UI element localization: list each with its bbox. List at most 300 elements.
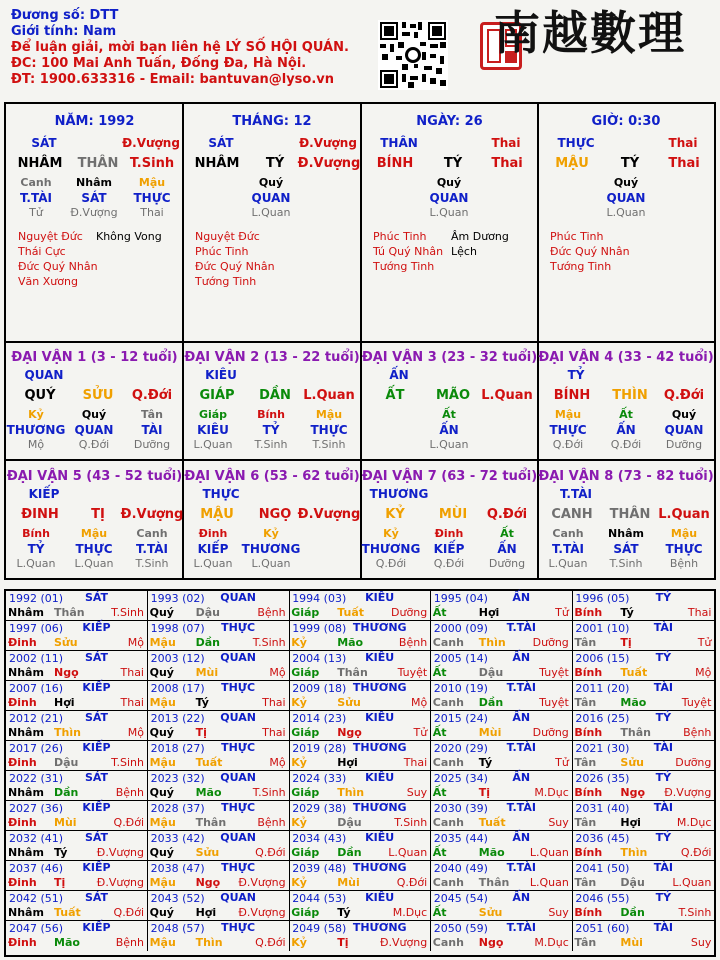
truong-sinh-sub: T.Sinh — [254, 438, 288, 451]
thap-than-label: TÀI — [653, 741, 674, 754]
year-chi: Tị — [54, 876, 66, 889]
year-cell — [289, 831, 431, 861]
year-truong-sinh: Q.Đới — [255, 846, 286, 859]
thap-than: TÀI — [141, 423, 163, 437]
year-cell — [289, 591, 431, 621]
truong-sinh: Đ.Vượng — [297, 507, 361, 522]
year-cell — [572, 591, 714, 621]
year-truong-sinh: Tử — [555, 606, 569, 619]
truong-sinh-sub: L.Quan — [429, 438, 469, 451]
year-truong-sinh: Mộ — [410, 696, 428, 709]
truong-sinh-top: Đ.Vượng — [299, 136, 357, 150]
thien-can: KỶ — [385, 507, 405, 522]
address: ĐC: 100 Mai Anh Tuấn, Đống Đa, Hà Nội. — [11, 56, 307, 71]
year-truong-sinh: L.Quan — [529, 846, 569, 859]
year-can: Canh — [432, 816, 464, 829]
thap-than-top: SÁT — [31, 136, 57, 150]
cell-line — [183, 206, 361, 221]
contact-note: Để luận giải, mời bạn liên hệ LÝ SỐ HỘI QUÁN. — [11, 40, 349, 55]
truong-sinh-sub: Dưỡng — [133, 438, 171, 451]
year-chi: Dậu — [54, 756, 79, 769]
cell-line — [6, 487, 183, 502]
truong-sinh: L.Quan — [658, 507, 710, 522]
year-can: Quý — [149, 666, 174, 679]
year-chi: Ngọ — [54, 666, 79, 679]
year-cell — [6, 651, 148, 681]
year-cell — [289, 651, 431, 681]
year-can: Đinh — [8, 696, 37, 709]
truong-sinh-sub: L.Quan — [16, 557, 56, 570]
thap-than-label: TỶ — [655, 831, 672, 844]
thap-than: QUAN — [606, 191, 646, 205]
truong-sinh-sub: Q.Đới — [78, 438, 110, 451]
hidden-stem: Mậu — [138, 176, 166, 189]
year-label: 2009 (18) — [292, 682, 347, 695]
cell-line — [538, 542, 714, 557]
truong-sinh-top: Thai — [491, 136, 521, 150]
cell-line — [538, 408, 714, 423]
truong-sinh: Q.Đới — [663, 388, 705, 403]
thap-than-label: TỶ — [655, 711, 672, 724]
dai-van-title: ĐẠI VẬN 7 (63 - 72 tuổi) — [361, 469, 538, 484]
year-truong-sinh: M.Dục — [534, 786, 569, 799]
year-truong-sinh: Suy — [406, 786, 428, 799]
cell-line — [538, 136, 714, 151]
year-cell — [431, 741, 573, 771]
year-truong-sinh: Q.Đới — [255, 936, 286, 949]
year-cell — [431, 801, 573, 831]
dia-chi: SỬU — [82, 388, 114, 403]
year-label: 2015 (24) — [433, 712, 488, 725]
year-truong-sinh: Thai — [262, 726, 286, 739]
year-label: 1993 (02) — [150, 592, 205, 605]
year-label: 2029 (38) — [292, 802, 347, 815]
dia-chi: TÝ — [265, 156, 285, 171]
year-label: 2034 (43) — [292, 832, 347, 845]
year-label: 2031 (40) — [575, 802, 630, 815]
year-truong-sinh: Thai — [120, 696, 144, 709]
year-cell — [431, 711, 573, 741]
year-truong-sinh: Mộ — [695, 666, 712, 679]
truong-sinh-top: Thai — [668, 136, 698, 150]
thap-than: QUAN — [251, 191, 291, 205]
year-can: Mậu — [149, 636, 176, 649]
thien-can: ĐINH — [21, 507, 59, 522]
year-chi: Tị — [337, 936, 349, 949]
year-can: Tân — [574, 756, 597, 769]
cell-line — [538, 156, 714, 171]
year-can: Kỷ — [291, 696, 307, 709]
annual-luck-table — [4, 589, 716, 957]
year-can: Ất — [432, 666, 447, 679]
year-truong-sinh: Q.Đới — [113, 906, 144, 919]
year-cell — [572, 771, 714, 801]
thap-than-label: T.TÀI — [506, 681, 536, 694]
hidden-stem: Kỷ — [28, 408, 44, 421]
year-cell — [148, 591, 290, 621]
thap-than: ẤN — [616, 423, 636, 437]
year-truong-sinh: Bệnh — [398, 636, 428, 649]
year-chi: Hợi — [620, 816, 641, 829]
hidden-stem: Canh — [136, 527, 168, 540]
year-truong-sinh: Thai — [262, 696, 286, 709]
year-label: 2013 (22) — [150, 712, 205, 725]
year-label: 2014 (23) — [292, 712, 347, 725]
year-truong-sinh: Mộ — [127, 636, 144, 649]
truong-sinh: T.Sinh — [129, 156, 175, 171]
thap-than-top: THỰC — [202, 487, 240, 501]
truong-sinh-sub: Q.Đới — [375, 557, 407, 570]
thap-than: KIÊU — [197, 423, 229, 437]
cell-line — [361, 176, 538, 191]
hidden-stem: Quý — [258, 176, 284, 189]
year-chi: Mùi — [478, 726, 502, 739]
thap-than-label: KIẾP — [82, 621, 111, 634]
thap-than: THỰC — [133, 191, 171, 205]
year-cell — [289, 711, 431, 741]
thien-can: NHÂM — [194, 156, 240, 171]
thap-than-label: T.TÀI — [506, 741, 536, 754]
thap-than-label: SÁT — [84, 711, 109, 724]
year-can: Quý — [149, 606, 174, 619]
truong-sinh-sub: L.Quan — [74, 557, 114, 570]
dai-van-title: ĐẠI VẬN 3 (23 - 32 tuổi) — [361, 350, 538, 365]
year-cell — [572, 651, 714, 681]
brand-logo: 南越數理 — [494, 6, 686, 60]
truong-sinh-sub: Đ.Vượng — [70, 206, 118, 219]
year-can: Nhâm — [8, 786, 44, 799]
hidden-stem: Đinh — [434, 527, 464, 540]
dai-van-cell — [183, 461, 361, 579]
truong-sinh-sub: T.Sinh — [135, 557, 169, 570]
year-can: Bính — [574, 606, 603, 619]
thap-than-top: ẤN — [389, 368, 409, 382]
year-cell — [289, 921, 431, 951]
year-label: 2019 (28) — [292, 742, 347, 755]
year-cell — [6, 591, 148, 621]
thap-than: THỰC — [75, 542, 113, 556]
hidden-stem: Ất — [500, 527, 514, 540]
cell-line — [538, 206, 714, 221]
year-label: 2024 (33) — [292, 772, 347, 785]
year-cell — [148, 771, 290, 801]
year-truong-sinh: T.Sinh — [678, 906, 712, 919]
year-label: 2035 (44) — [433, 832, 488, 845]
thap-than-top: KIẾP — [28, 487, 60, 501]
hidden-stem: Canh — [20, 176, 52, 189]
year-label: 1999 (08) — [292, 622, 347, 635]
year-can: Ất — [432, 606, 447, 619]
year-chi: Thân — [195, 816, 227, 829]
thap-than-label: ẤN — [512, 591, 531, 604]
thap-than-top: SÁT — [208, 136, 234, 150]
year-cell — [572, 801, 714, 831]
cell-line — [6, 206, 183, 221]
year-cell — [431, 771, 573, 801]
year-chi: Tuất — [478, 816, 506, 829]
cell-line — [183, 557, 361, 572]
year-truong-sinh: T.Sinh — [252, 786, 286, 799]
year-label: 2027 (36) — [9, 802, 64, 815]
thap-than: QUAN — [429, 191, 469, 205]
year-truong-sinh: Bệnh — [257, 816, 286, 829]
year-truong-sinh: Thai — [120, 666, 144, 679]
than-sat-star: Không Vong — [96, 230, 162, 243]
year-can: Ất — [432, 786, 447, 799]
truong-sinh-sub: Bệnh — [669, 557, 699, 570]
year-truong-sinh: Mộ — [269, 756, 286, 769]
thap-than-label: KIÊU — [365, 831, 395, 844]
year-cell — [148, 681, 290, 711]
thap-than: SÁT — [81, 191, 107, 205]
thap-than-label: KIÊU — [365, 651, 395, 664]
than-sat-star: Tướng Tinh — [195, 275, 257, 288]
year-label: 2008 (17) — [150, 682, 205, 695]
hidden-stem: Bính — [22, 527, 50, 540]
thap-than-label: T.TÀI — [506, 801, 536, 814]
cell-line — [183, 527, 361, 542]
phone-email: ĐT: 1900.633316 - Email: bantuvan@lyso.vn — [11, 72, 335, 87]
hidden-stem: Kỷ — [263, 527, 279, 540]
year-cell — [572, 891, 714, 921]
thap-than-top: KIÊU — [205, 368, 237, 382]
year-truong-sinh: Dưỡng — [391, 606, 428, 619]
dai-van-cell — [183, 342, 361, 460]
year-chi: Sửu — [195, 846, 220, 859]
year-truong-sinh: Tuyệt — [539, 696, 569, 709]
truong-sinh-sub: Tử — [29, 206, 43, 219]
thap-than: QUAN — [74, 423, 114, 437]
dai-van-title: ĐẠI VẬN 6 (53 - 62 tuổi) — [184, 469, 360, 484]
thap-than-label: ẤN — [512, 651, 531, 664]
than-sat-star: Đức Quý Nhân — [18, 260, 98, 273]
year-can: Đinh — [8, 876, 37, 889]
year-cell — [289, 771, 431, 801]
year-label: 1997 (06) — [9, 622, 64, 635]
year-label: 2049 (58) — [292, 922, 347, 935]
cell-line — [6, 423, 183, 438]
owner-name: Đương số: DTT — [11, 8, 119, 23]
year-truong-sinh: Tử — [413, 726, 428, 739]
year-can: Canh — [432, 696, 464, 709]
cell-line — [361, 388, 538, 403]
hidden-stem: Đinh — [198, 527, 228, 540]
year-can: Canh — [432, 636, 464, 649]
cell-line — [6, 542, 183, 557]
than-sat-star: Tướng Tinh — [373, 260, 435, 273]
thap-than-label: KIẾP — [82, 741, 111, 754]
year-label: 2016 (25) — [575, 712, 630, 725]
year-cell — [572, 681, 714, 711]
year-label: 2022 (31) — [9, 772, 64, 785]
year-can: Ất — [432, 846, 447, 859]
year-chi: Hợi — [478, 606, 500, 619]
year-truong-sinh: Tử — [555, 756, 569, 769]
cell-line — [183, 368, 361, 383]
than-sat-star: Văn Xương — [18, 275, 78, 288]
year-truong-sinh: Q.Đới — [113, 816, 144, 829]
thien-can: CANH — [551, 507, 593, 522]
year-truong-sinh: L.Quan — [388, 846, 428, 859]
year-label: 2012 (21) — [9, 712, 64, 725]
cell-line — [361, 191, 538, 206]
thap-than: KIẾP — [433, 542, 465, 556]
cell-line — [6, 527, 183, 542]
year-truong-sinh: Thai — [403, 756, 428, 769]
cell-line — [538, 191, 714, 206]
header-info — [11, 8, 349, 88]
year-chi: Dần — [337, 846, 362, 859]
year-truong-sinh: Tuyệt — [397, 666, 428, 679]
thap-than: ẤN — [439, 423, 459, 437]
year-label: 2039 (48) — [292, 862, 347, 875]
thap-than-label: QUAN — [220, 711, 256, 724]
cell-line — [6, 156, 183, 171]
year-chi: Hợi — [195, 906, 217, 919]
year-can: Kỷ — [291, 636, 307, 649]
year-cell — [148, 921, 290, 951]
cell-line — [361, 527, 538, 542]
year-can: Giáp — [291, 666, 320, 679]
year-truong-sinh: Suy — [548, 906, 569, 919]
year-label: 2004 (13) — [292, 652, 347, 665]
thap-than-top: QUAN — [24, 368, 64, 382]
dai-van-cell — [361, 342, 538, 460]
thien-can: ẤT — [385, 388, 405, 403]
year-cell — [148, 621, 290, 651]
truong-sinh-sub: L.Quan — [429, 206, 469, 219]
year-label: 2044 (53) — [292, 892, 347, 905]
year-can: Kỷ — [291, 876, 307, 889]
cell-line — [361, 438, 538, 453]
year-chi: Mão — [54, 936, 80, 949]
dia-chi: TÝ — [443, 156, 463, 171]
thap-than: THƯƠNG — [6, 423, 66, 437]
thap-than-label: THỰC — [221, 621, 256, 634]
thap-than-label: THƯƠNG — [352, 741, 407, 754]
year-label: 2006 (15) — [575, 652, 630, 665]
truong-sinh: L.Quan — [481, 388, 533, 403]
year-chi: Thân — [54, 606, 85, 619]
truong-sinh-sub: L.Quan — [193, 557, 233, 570]
year-label: 2051 (60) — [575, 922, 630, 935]
thap-than: THƯƠNG — [241, 542, 301, 556]
thap-than-label: THỰC — [221, 681, 256, 694]
year-label: 1992 (01) — [9, 592, 64, 605]
year-can: Canh — [432, 936, 464, 949]
dia-chi: THÌN — [612, 388, 648, 403]
thap-than-top: T.TÀI — [560, 487, 592, 501]
year-truong-sinh: Bệnh — [115, 786, 144, 799]
year-cell — [289, 861, 431, 891]
thap-than-top: THƯƠNG — [369, 487, 429, 501]
year-chi: Sửu — [337, 696, 361, 709]
cell-line — [6, 191, 183, 206]
thap-than-top: THỰC — [557, 136, 595, 150]
thien-can: GIÁP — [199, 388, 235, 403]
thap-than-label: TỶ — [655, 891, 672, 904]
year-truong-sinh: M.Dục — [534, 936, 569, 949]
year-can: Tân — [574, 696, 597, 709]
thap-than-label: TÀI — [653, 621, 674, 634]
dai-van-cell — [6, 461, 183, 579]
year-can: Bính — [574, 846, 603, 859]
truong-sinh-sub: Q.Đới — [433, 557, 465, 570]
dai-van-cell — [538, 461, 714, 579]
year-cell — [572, 921, 714, 951]
year-chi: Dần — [620, 906, 645, 919]
year-chi: Tị — [620, 636, 632, 649]
year-chi: Tuất — [195, 756, 223, 769]
than-sat-star: Tướng Tinh — [550, 260, 612, 273]
year-label: 2040 (49) — [433, 862, 488, 875]
than-sat-star: Phúc Tinh — [195, 245, 249, 258]
year-label: 2030 (39) — [433, 802, 488, 815]
year-chi: Mão — [620, 696, 647, 709]
year-chi: Mùi — [195, 666, 219, 679]
year-can: Canh — [432, 756, 464, 769]
year-label: 2032 (41) — [9, 832, 64, 845]
year-chi: Dần — [195, 636, 220, 649]
thap-than: TỶ — [27, 542, 45, 556]
cell-line — [183, 388, 361, 403]
year-chi: Ngọ — [195, 876, 221, 889]
year-truong-sinh: T.Sinh — [394, 816, 428, 829]
truong-sinh-top: Đ.Vượng — [122, 136, 180, 150]
year-cell — [289, 891, 431, 921]
year-cell — [431, 831, 573, 861]
thap-than: THƯƠNG — [361, 542, 421, 556]
year-truong-sinh: M.Dục — [392, 906, 428, 919]
year-chi: Hợi — [337, 756, 358, 769]
than-sat-star: Nguyệt Đức — [18, 230, 83, 243]
year-label: 2042 (51) — [9, 892, 64, 905]
thap-than-label: TÀI — [653, 861, 674, 874]
year-chi: Tý — [337, 906, 351, 919]
year-chi: Tý — [620, 606, 634, 619]
year-cell — [431, 591, 573, 621]
cell-line — [538, 557, 714, 572]
year-truong-sinh: Mộ — [127, 726, 144, 739]
year-label: 2010 (19) — [433, 682, 488, 695]
year-can: Giáp — [291, 606, 320, 619]
truong-sinh: Thai — [668, 156, 700, 171]
year-truong-sinh: T.Sinh — [252, 636, 286, 649]
year-truong-sinh: Tuyệt — [539, 666, 569, 679]
hidden-stem: Nhâm — [76, 176, 112, 189]
thien-can: QUÝ — [24, 388, 56, 403]
cell-line — [6, 408, 183, 423]
cell-line — [6, 368, 183, 383]
year-cell — [289, 741, 431, 771]
year-cell — [289, 621, 431, 651]
pillar-cell — [6, 104, 183, 341]
cell-line — [6, 136, 183, 151]
year-cell — [6, 861, 148, 891]
thap-than-label: KIÊU — [365, 891, 395, 904]
year-cell — [6, 711, 148, 741]
cell-line — [538, 438, 714, 453]
year-cell — [431, 681, 573, 711]
year-chi: Thìn — [620, 846, 648, 859]
thap-than: KIẾP — [197, 542, 229, 556]
dia-chi: NGỌ — [258, 507, 292, 522]
pillar-title: NĂM: 1992 — [54, 114, 135, 129]
year-chi: Thìn — [478, 636, 506, 649]
hidden-stem: Quý — [613, 176, 639, 189]
truong-sinh-sub: T.Sinh — [312, 438, 346, 451]
dai-van-title: ĐẠI VẬN 8 (73 - 82 tuổi) — [538, 469, 714, 484]
